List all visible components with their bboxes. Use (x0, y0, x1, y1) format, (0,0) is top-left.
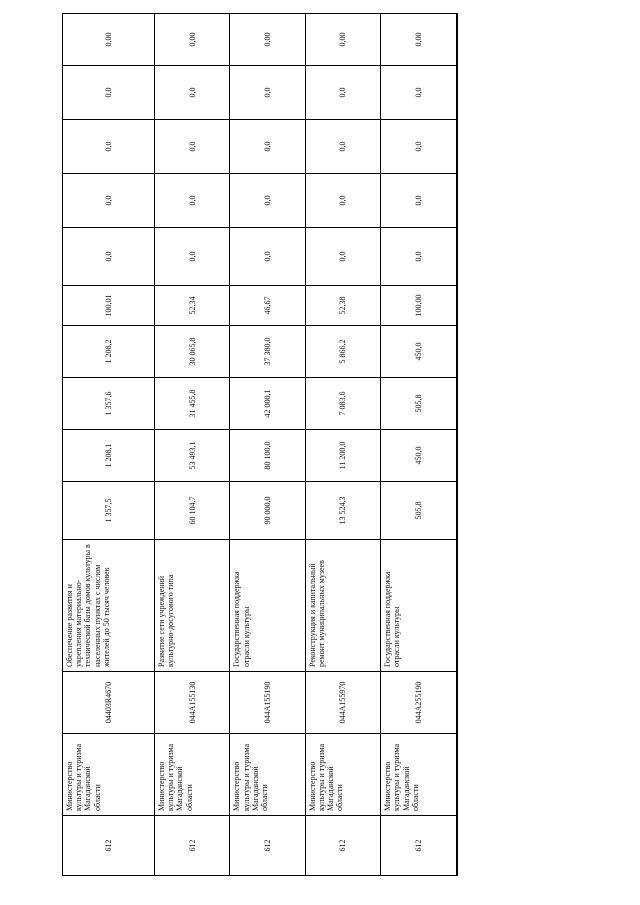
value-cell: 13 524,3 (305, 482, 380, 540)
value-cell: 11 200,0 (305, 430, 380, 482)
value-cell: 0,0 (63, 228, 155, 286)
organization-cell: Министерство культуры и туризма Магаданской области (230, 734, 305, 816)
value-cell: 7 083,6 (305, 378, 380, 430)
value-cell: 52,34 (154, 286, 229, 326)
code-cell: 612 (305, 816, 380, 876)
value-cell: 1 208,1 (63, 430, 155, 482)
value-cell: 100,00 (381, 286, 457, 326)
value-cell: 0,0 (381, 174, 457, 228)
table-body (63, 14, 458, 876)
value-cell: 505,8 (381, 482, 457, 540)
kbk-cell: 044A155970 (305, 672, 380, 734)
value-cell: 0,0 (154, 66, 229, 120)
value-cell: 450,0 (381, 326, 457, 378)
code-cell: 612 (230, 816, 305, 876)
kbk-cell: 044A255190 (381, 672, 457, 734)
value-cell: 80 100,0 (230, 430, 305, 482)
value-cell: 53 493,1 (154, 430, 229, 482)
value-cell: 90 000,0 (230, 482, 305, 540)
table-row (305, 14, 380, 876)
table-row (154, 14, 229, 876)
value-cell: 0,0 (381, 120, 457, 174)
code-cell: 612 (381, 816, 457, 876)
value-cell: 0,0 (230, 66, 305, 120)
value-cell: 0,0 (381, 66, 457, 120)
value-cell: 1 208,2 (63, 326, 155, 378)
value-cell: 0,00 (305, 14, 380, 66)
value-cell: 0,0 (154, 174, 229, 228)
value-cell: 0,00 (63, 14, 155, 66)
code-cell: 612 (154, 816, 229, 876)
value-cell: 46,67 (230, 286, 305, 326)
rotated-table-wrapper (62, 32, 458, 876)
value-cell: 0,0 (230, 228, 305, 286)
value-cell: 52,38 (305, 286, 380, 326)
value-cell: 505,8 (381, 378, 457, 430)
organization-cell: Министерство культуры и туризма Магаданской области (381, 734, 457, 816)
value-cell: 37 380,0 (230, 326, 305, 378)
name-cell: Реконструкция и капитальный ремонт муниципальных музеев (305, 540, 380, 672)
value-cell: 0,0 (305, 174, 380, 228)
value-cell: 0,0 (154, 120, 229, 174)
value-cell: 1 357,6 (63, 378, 155, 430)
name-cell: Государственная поддержка отрасли культуры (230, 540, 305, 672)
table-row (63, 14, 155, 876)
kbk-cell: 04403R4670 (63, 672, 155, 734)
name-cell: Обеспечение развития и укрепления материально-технической базы домов культуры в населенных пунктах с числом жителей до 50 тысяч человек (63, 540, 155, 672)
value-cell: 0,0 (154, 228, 229, 286)
value-cell: 100,01 (63, 286, 155, 326)
kbk-cell: 044A155130 (154, 672, 229, 734)
value-cell: 1 357,5 (63, 482, 155, 540)
value-cell: 0,0 (63, 120, 155, 174)
value-cell: 0,0 (381, 228, 457, 286)
name-cell: Государственная поддержка отрасли культуры (381, 540, 457, 672)
value-cell: 0,0 (63, 66, 155, 120)
value-cell: 0,0 (63, 174, 155, 228)
value-cell: 0,0 (305, 66, 380, 120)
value-cell: 60 104,7 (154, 482, 229, 540)
organization-cell: Министерство культуры и туризма Магаданской области (305, 734, 380, 816)
value-cell: 0,00 (230, 14, 305, 66)
value-cell: 0,0 (230, 174, 305, 228)
table-sheet (62, 32, 458, 876)
organization-cell: Министерство культуры и туризма Магаданской области (154, 734, 229, 816)
organization-cell: Министерство культуры и туризма Магаданской области (63, 734, 155, 816)
value-cell: 0,0 (305, 120, 380, 174)
value-cell: 0,0 (230, 120, 305, 174)
table-row (381, 14, 457, 876)
table-row (230, 14, 305, 876)
value-cell: 0,00 (381, 14, 457, 66)
name-cell: Развитие сети учреждений культурно-досугового типа (154, 540, 229, 672)
value-cell: 450,0 (381, 430, 457, 482)
budget-table (62, 13, 458, 876)
value-cell: 31 455,8 (154, 378, 229, 430)
value-cell: 30 065,8 (154, 326, 229, 378)
value-cell: 5 866,2 (305, 326, 380, 378)
value-cell: 42 000,1 (230, 378, 305, 430)
value-cell: 0,00 (154, 14, 229, 66)
code-cell: 612 (63, 816, 155, 876)
kbk-cell: 044A155190 (230, 672, 305, 734)
value-cell: 0,0 (305, 228, 380, 286)
